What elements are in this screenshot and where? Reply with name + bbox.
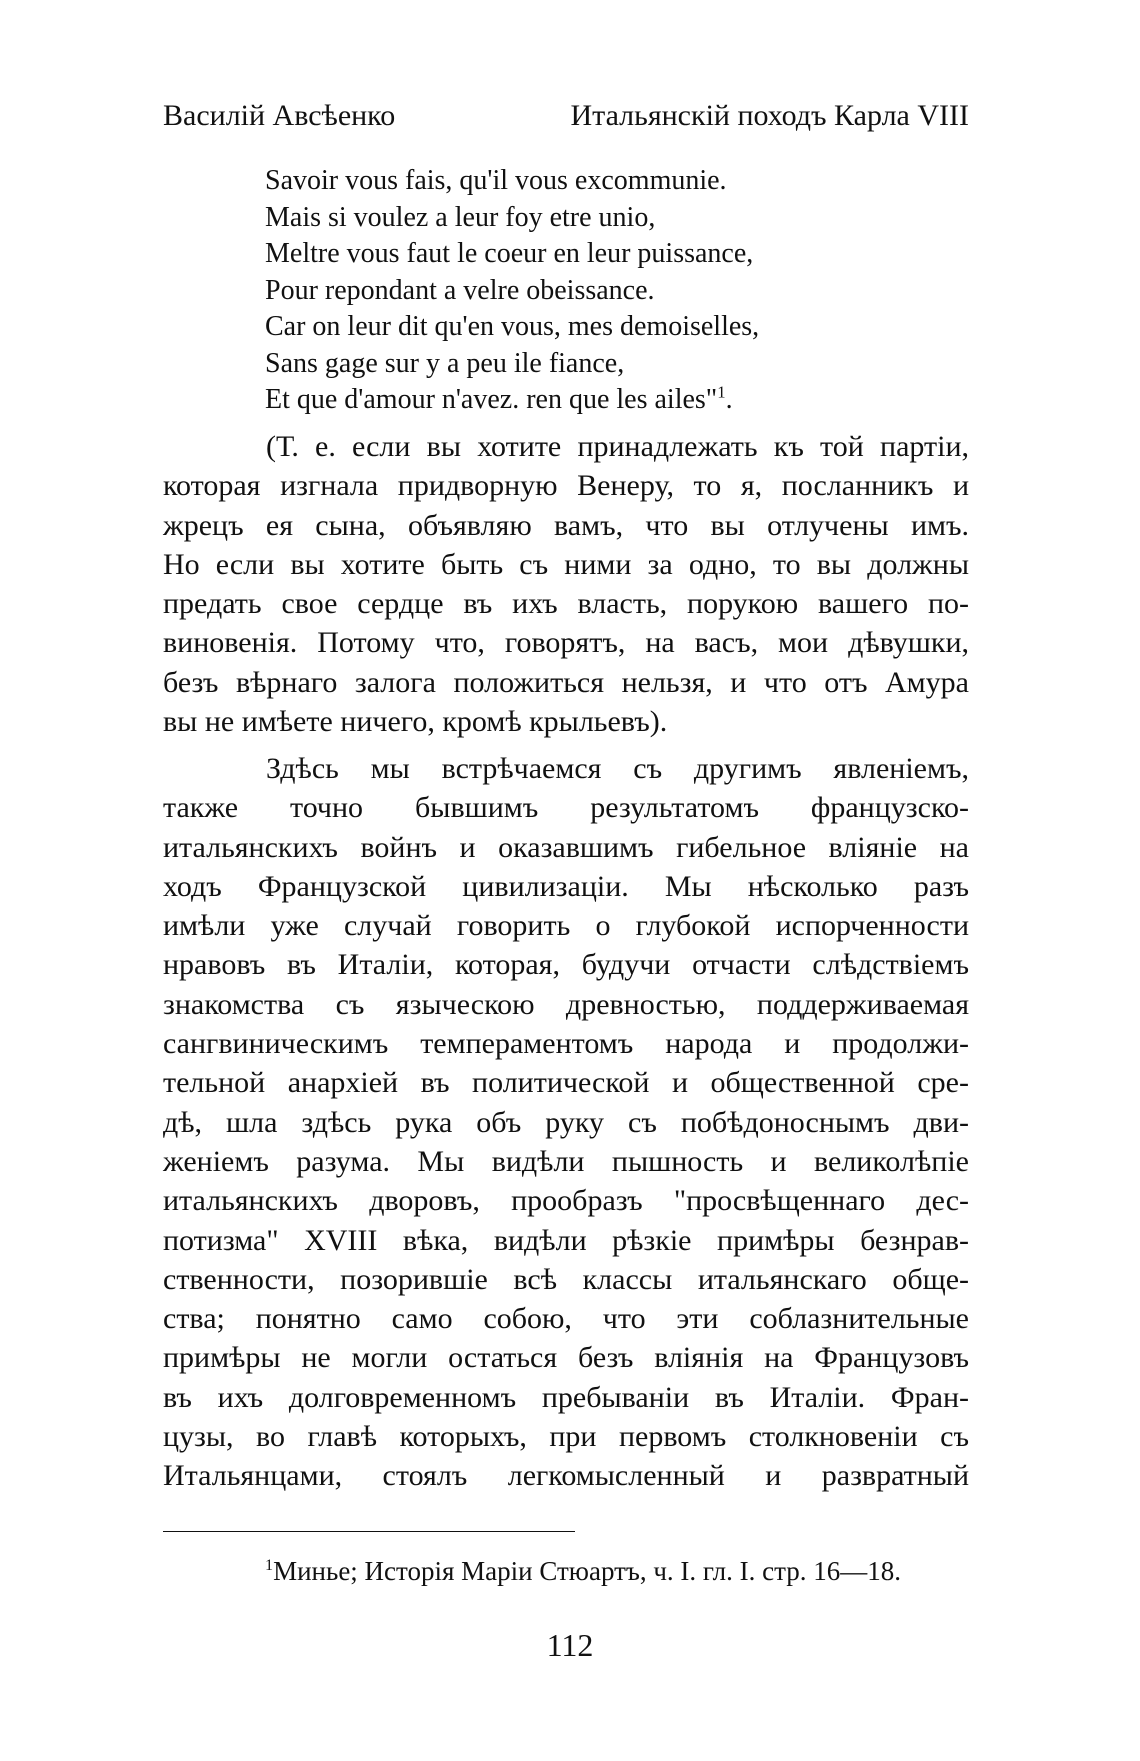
- text-line: также точно бывшимъ результатомъ французско-: [163, 791, 969, 825]
- paragraph-translation: [163, 427, 969, 741]
- text-line: жрецъ ея сына, объявляю вамъ, что вы отлучены имъ.: [163, 508, 969, 542]
- footnote-divider: [163, 1531, 575, 1532]
- paragraph-main: [163, 749, 969, 1496]
- text-line: (Т. е. если вы хотите принадлежать къ той партіи,: [266, 430, 969, 463]
- text-line: тельной анархіей въ политической и общественной сре-: [163, 1066, 969, 1100]
- header-author: Василій Авсѣенко: [163, 99, 396, 132]
- text-line: итальянскихъ войнъ и оказавшимъ гибельное вліяніе на: [163, 830, 969, 864]
- text-line: ходъ Французской цивилизаціи. Мы нѣсколько разъ: [163, 869, 969, 903]
- footnote-reference[interactable]: 1: [717, 382, 726, 402]
- verse-line: Et que d'amour n'avez. ren que les ailes": [265, 384, 718, 415]
- text-line: вы не имѣете ничего, кромѣ крыльевъ).: [163, 705, 668, 739]
- text-line: безъ вѣрнаго залога положиться нельзя, и что отъ Амура: [163, 665, 969, 699]
- text-line: имѣли уже случай говорить о глубокой испорченности: [163, 909, 969, 943]
- text-line: сангвиническимъ темпераментомъ народа и продолжи-: [163, 1027, 969, 1061]
- verse-quote: [265, 163, 759, 419]
- text-line: виновенія. Потому что, говорятъ, на васъ, мои дѣвушки,: [163, 626, 969, 660]
- text-line: Но если вы хотите быть съ ними за одно, то вы должны: [163, 547, 969, 581]
- text-line: нравовъ въ Италіи, которая, будучи отчасти слѣдствіемъ: [163, 948, 969, 982]
- verse-line: Sans gage sur y a peu ile fiance,: [265, 347, 625, 379]
- text-line: женіемъ разума. Мы видѣли пышность и великолѣпіе: [163, 1144, 969, 1178]
- text-line: въ ихъ долговременномъ пребываніи въ Италіи. Фран-: [163, 1380, 969, 1414]
- text-line: итальянскихъ дворовъ, прообразъ "просвѣщеннаго дес-: [163, 1184, 969, 1218]
- verse-line: Meltre vous faut le coeur en leur puissance,: [265, 238, 754, 269]
- running-head: [163, 96, 969, 136]
- text-line: цузы, во главѣ которыхъ, при первомъ столкновеніи съ: [163, 1420, 969, 1454]
- text-line: ства; понятно само собою, что эти соблазнительные: [163, 1302, 969, 1336]
- footnote: [265, 1553, 901, 1589]
- verse-line-last: [265, 382, 759, 419]
- verse-line: Pour repondant a velre obeissance.: [265, 274, 655, 306]
- header-title: Итальянскій походъ Карла VIII: [570, 99, 969, 132]
- text-line: предать свое сердце въ ихъ власть, порукою вашего по-: [163, 587, 969, 621]
- page-number: 112: [546, 1627, 594, 1663]
- footnote-marker: 1: [265, 1556, 274, 1574]
- text-line: потизма" XVIII вѣка, видѣли рѣзкіе примѣры безнрав-: [163, 1223, 969, 1257]
- verse-closing-punctuation: .: [725, 384, 733, 415]
- verse-line: Savoir vous fais, qu'il vous excommunie.: [265, 165, 727, 196]
- text-line: дѣ, шла здѣсь рука объ руку съ побѣдоноснымъ дви-: [163, 1105, 969, 1139]
- footnote-text: Минье; Исторія Маріи Стюартъ, ч. I. гл. I. стр. 16—18.: [273, 1556, 901, 1586]
- text-line: ственности, позорившіе всѣ классы итальянскаго обще-: [163, 1262, 969, 1296]
- text-line: Итальянцами, стоялъ легкомысленный и развратный: [163, 1459, 969, 1493]
- text-line: Здѣсь мы встрѣчаемся съ другимъ явленіемъ,: [266, 752, 969, 785]
- verse-line: Car on leur dit qu'en vous, mes demoiselles,: [265, 311, 760, 342]
- verse-line: Mais si voulez a leur foy etre unio,: [265, 201, 656, 233]
- text-line: примѣры не могли остаться безъ вліянія на Французовъ: [163, 1341, 969, 1375]
- text-line: знакомства съ языческою древностью, поддерживаемая: [163, 987, 969, 1021]
- text-line: которая изгнала придворную Венеру, то я, посланникъ и: [163, 469, 969, 503]
